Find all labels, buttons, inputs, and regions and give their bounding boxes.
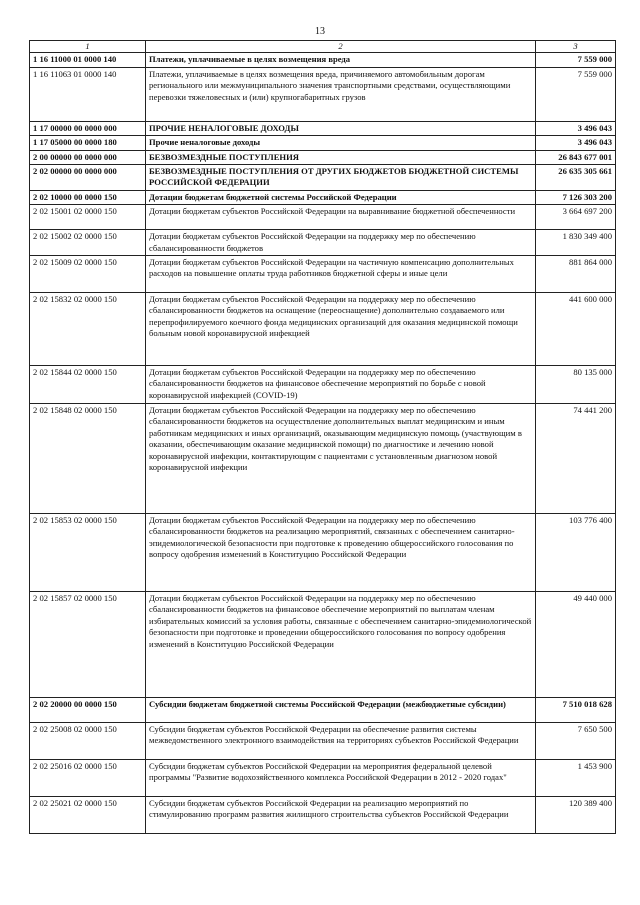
amount-cell: 3 496 043 bbox=[536, 121, 616, 135]
amount-cell: 881 864 000 bbox=[536, 256, 616, 293]
table-row bbox=[30, 293, 616, 366]
table-row bbox=[30, 190, 616, 204]
page-number: 13 bbox=[315, 26, 325, 37]
table-row bbox=[30, 760, 616, 797]
item-name-cell: Дотации бюджетам субъектов Российской Федерации на выравнивание бюджетной обеспеченности bbox=[146, 205, 536, 230]
item-name-cell: Дотации бюджетам субъектов Российской Федерации на поддержку мер по обеспечению сбалансированности бюджетов bbox=[146, 230, 536, 256]
amount-cell: 26 843 677 001 bbox=[536, 150, 616, 164]
amount-cell: 49 440 000 bbox=[536, 592, 616, 698]
item-name-cell: Платежи, уплачиваемые в целях возмещения вреда, причиняемого автомобильным дорогам регионального или межмуниципального значения транспортными средствами, осуществляющими перевозки тяжеловесных и (или) крупногабаритных грузов bbox=[146, 67, 536, 121]
item-name-cell: Дотации бюджетам субъектов Российской Федерации на поддержку мер по обеспечению сбалансированности бюджетов на оснащение (переоснащение) дополнительно создаваемого или перепрофилируемого коечного фонда медицинских организаций для оказания медицинской помощи больным новой коронавирусной инфекцией bbox=[146, 293, 536, 366]
budget-code-cell: 2 02 15009 02 0000 150 bbox=[30, 256, 146, 293]
item-name-cell: Платежи, уплачиваемые в целях возмещения вреда bbox=[146, 53, 536, 67]
table-row bbox=[30, 67, 616, 121]
budget-code-cell: 1 17 05000 00 0000 180 bbox=[30, 136, 146, 150]
budget-code-cell: 2 02 15857 02 0000 150 bbox=[30, 592, 146, 698]
table-row bbox=[30, 698, 616, 723]
column-number-row bbox=[30, 41, 616, 53]
amount-cell: 441 600 000 bbox=[536, 293, 616, 366]
item-name-cell: БЕЗВОЗМЕЗДНЫЕ ПОСТУПЛЕНИЯ bbox=[146, 150, 536, 164]
item-name-cell: Субсидии бюджетам субъектов Российской Федерации на обеспечение развития системы межведомственного электронного взаимодействия на территориях субъектов Российской Федерации bbox=[146, 723, 536, 760]
table-body bbox=[30, 41, 616, 834]
item-name-cell: Субсидии бюджетам бюджетной системы Российской Федерации (межбюджетные субсидии) bbox=[146, 698, 536, 723]
column-number-3: 3 bbox=[536, 41, 616, 53]
budget-code-cell: 2 02 25008 02 0000 150 bbox=[30, 723, 146, 760]
item-name-cell: БЕЗВОЗМЕЗДНЫЕ ПОСТУПЛЕНИЯ ОТ ДРУГИХ БЮДЖЕТОВ БЮДЖЕТНОЙ СИСТЕМЫ РОССИЙСКОЙ ФЕДЕРАЦИИ bbox=[146, 165, 536, 191]
budget-revenue-table bbox=[29, 40, 616, 834]
budget-code-cell: 2 02 00000 00 0000 000 bbox=[30, 165, 146, 191]
table-row bbox=[30, 121, 616, 135]
table-row bbox=[30, 150, 616, 164]
item-name-cell: ПРОЧИЕ НЕНАЛОГОВЫЕ ДОХОДЫ bbox=[146, 121, 536, 135]
budget-code-cell: 2 00 00000 00 0000 000 bbox=[30, 150, 146, 164]
budget-code-cell: 2 02 15002 02 0000 150 bbox=[30, 230, 146, 256]
amount-cell: 7 559 000 bbox=[536, 53, 616, 67]
amount-cell: 7 650 500 bbox=[536, 723, 616, 760]
budget-code-cell: 2 02 25021 02 0000 150 bbox=[30, 797, 146, 834]
amount-cell: 7 559 000 bbox=[536, 67, 616, 121]
item-name-cell: Дотации бюджетам субъектов Российской Федерации на частичную компенсацию дополнительных расходов на повышение оплаты труда работников бюджетной сферы и иные цели bbox=[146, 256, 536, 293]
table-row bbox=[30, 256, 616, 293]
table-row bbox=[30, 514, 616, 592]
table-row bbox=[30, 797, 616, 834]
budget-code-cell: 1 17 00000 00 0000 000 bbox=[30, 121, 146, 135]
budget-code-cell: 2 02 15001 02 0000 150 bbox=[30, 205, 146, 230]
item-name-cell: Субсидии бюджетам субъектов Российской Федерации на мероприятия федеральной целевой программы "Развитие водохозяйственного комплекса Российской Федерации в 2012 - 2020 годах" bbox=[146, 760, 536, 797]
amount-cell: 1 453 900 bbox=[536, 760, 616, 797]
budget-code-cell: 2 02 15848 02 0000 150 bbox=[30, 404, 146, 514]
amount-cell: 103 776 400 bbox=[536, 514, 616, 592]
budget-code-cell: 2 02 15844 02 0000 150 bbox=[30, 366, 146, 404]
item-name-cell: Дотации бюджетам бюджетной системы Российской Федерации bbox=[146, 190, 536, 204]
amount-cell: 80 135 000 bbox=[536, 366, 616, 404]
budget-code-cell: 2 02 15832 02 0000 150 bbox=[30, 293, 146, 366]
table-row bbox=[30, 136, 616, 150]
budget-code-cell: 2 02 10000 00 0000 150 bbox=[30, 190, 146, 204]
column-number-2: 2 bbox=[146, 41, 536, 53]
table-row bbox=[30, 205, 616, 230]
budget-code-cell: 1 16 11063 01 0000 140 bbox=[30, 67, 146, 121]
amount-cell: 26 635 305 661 bbox=[536, 165, 616, 191]
amount-cell: 3 664 697 200 bbox=[536, 205, 616, 230]
amount-cell: 7 510 018 628 bbox=[536, 698, 616, 723]
budget-code-cell: 2 02 20000 00 0000 150 bbox=[30, 698, 146, 723]
column-number-1: 1 bbox=[30, 41, 146, 53]
amount-cell: 7 126 303 200 bbox=[536, 190, 616, 204]
amount-cell: 74 441 200 bbox=[536, 404, 616, 514]
amount-cell: 120 389 400 bbox=[536, 797, 616, 834]
table-row bbox=[30, 165, 616, 191]
item-name-cell: Дотации бюджетам субъектов Российской Федерации на поддержку мер по обеспечению сбалансированности бюджетов на финансовое обеспечение мероприятий по борьбе с новой коронавирусной инфекцией (COVID-19) bbox=[146, 366, 536, 404]
item-name-cell: Дотации бюджетам субъектов Российской Федерации на поддержку мер по обеспечению сбалансированности бюджетов на осуществление дополнительных выплат медицинским и иным работникам медицинских и иных организаций, оказывающим медицинскую помощь (участвующим в оказании, обеспечивающим оказание медицинской помощи) по диагностике и лечению новой коронавирусной инфекции, контактирующим с пациентами с установленным диагнозом новой коронавирусной инфекции bbox=[146, 404, 536, 514]
amount-cell: 3 496 043 bbox=[536, 136, 616, 150]
item-name-cell: Прочие неналоговые доходы bbox=[146, 136, 536, 150]
budget-code-cell: 2 02 25016 02 0000 150 bbox=[30, 760, 146, 797]
item-name-cell: Субсидии бюджетам субъектов Российской Федерации на реализацию мероприятий по стимулированию программ развития жилищного строительства субъектов Российской Федерации bbox=[146, 797, 536, 834]
amount-cell: 1 830 349 400 bbox=[536, 230, 616, 256]
table-row bbox=[30, 230, 616, 256]
budget-code-cell: 2 02 15853 02 0000 150 bbox=[30, 514, 146, 592]
table-row bbox=[30, 592, 616, 698]
table-row bbox=[30, 53, 616, 67]
budget-code-cell: 1 16 11000 01 0000 140 bbox=[30, 53, 146, 67]
table-row bbox=[30, 723, 616, 760]
table-row bbox=[30, 366, 616, 404]
item-name-cell: Дотации бюджетам субъектов Российской Федерации на поддержку мер по обеспечению сбалансированности бюджетов на реализацию мероприятий, связанных с обеспечением санитарно-эпидемиологической безопасности при подготовке к проведению общероссийского голосования по вопросу одобрения изменений в Конституцию Российской Федерации bbox=[146, 514, 536, 592]
table-row bbox=[30, 404, 616, 514]
item-name-cell: Дотации бюджетам субъектов Российской Федерации на поддержку мер по обеспечению сбалансированности бюджетов на финансовое обеспечение мероприятий по выплатам членам избирательных комиссий за условия работы, связанные с обеспечением санитарно-эпидемиологической безопасности при подготовке и проведении общероссийского голосования по вопросу одобрения изменений в Конституцию Российской Федерации bbox=[146, 592, 536, 698]
